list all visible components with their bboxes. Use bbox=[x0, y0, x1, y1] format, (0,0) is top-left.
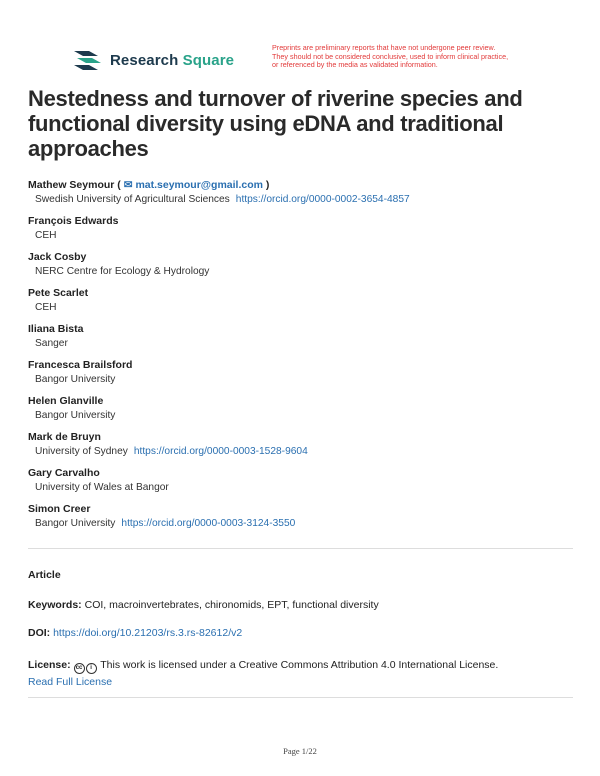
author-name: Simon Creer bbox=[28, 503, 91, 515]
doi bbox=[28, 627, 242, 639]
page-number: Page 1/22 bbox=[283, 746, 317, 756]
author-affiliation: University of Sydney bbox=[35, 446, 128, 457]
keywords-label: Keywords: bbox=[28, 599, 82, 611]
author-affiliation: Bangor University bbox=[35, 410, 116, 421]
author-entry bbox=[28, 250, 578, 286]
notice-line: They should not be considered conclusive, used to inform clinical practice, bbox=[272, 51, 509, 61]
license bbox=[28, 657, 498, 691]
author-entry bbox=[28, 430, 578, 466]
author-affiliation: Swedish University of Agricultural Sciences bbox=[35, 194, 230, 205]
license-text: This work is licensed under a Creative Commons Attribution 4.0 International License. bbox=[100, 659, 499, 671]
author-name: Iliana Bista bbox=[28, 323, 84, 335]
keywords-value: COI, macroinvertebrates, chironomids, EPT, functional diversity bbox=[84, 599, 379, 611]
author-affiliation: Sanger bbox=[35, 338, 68, 349]
author-entry bbox=[28, 502, 578, 538]
author-affiliation: CEH bbox=[35, 302, 57, 313]
license-label: License: bbox=[28, 659, 71, 671]
article-type: Article bbox=[28, 569, 61, 581]
logo-wordmark: Research Square bbox=[110, 51, 235, 69]
author-affiliation: University of Wales at Bangor bbox=[35, 482, 169, 493]
author-affiliation: Bangor University bbox=[35, 518, 116, 529]
research-square-logo[interactable] bbox=[72, 48, 234, 72]
author-name: Gary Carvalho bbox=[28, 467, 100, 479]
author-name: Pete Scarlet bbox=[28, 287, 89, 299]
author-affiliation: Bangor University bbox=[35, 374, 116, 385]
author-name: François Edwards bbox=[28, 215, 119, 227]
keywords bbox=[28, 599, 379, 611]
preprint-notice bbox=[272, 44, 582, 70]
author-entry bbox=[28, 358, 578, 394]
author-entry bbox=[28, 394, 578, 430]
author-name: Mark de Bruyn bbox=[28, 431, 101, 443]
divider bbox=[28, 548, 573, 549]
author-entry bbox=[28, 214, 578, 250]
author-entry bbox=[28, 286, 578, 322]
cc-icon: cc bbox=[74, 663, 85, 674]
read-full-license-link[interactable]: Read Full License bbox=[28, 676, 113, 688]
author-list bbox=[28, 178, 578, 538]
orcid-link[interactable]: https://orcid.org/0000-0003-1528-9604 bbox=[133, 446, 308, 457]
author-entry bbox=[28, 322, 578, 358]
author-affiliation: NERC Centre for Ecology & Hydrology bbox=[35, 266, 210, 277]
author-entry bbox=[28, 466, 578, 502]
orcid-link[interactable]: https://orcid.org/0000-0002-3654-4857 bbox=[235, 194, 410, 205]
paper-title: Nestedness and turnover of riverine species and functional diversity using eDNA and traditional approaches bbox=[28, 86, 523, 161]
author-name: Mathew Seymour bbox=[28, 179, 115, 191]
author-name: Jack Cosby bbox=[28, 251, 87, 263]
orcid-link[interactable]: https://orcid.org/0000-0003-3124-3550 bbox=[121, 518, 296, 529]
doi-link[interactable]: https://doi.org/10.21203/rs.3.rs-82612/v2 bbox=[53, 627, 243, 639]
envelope-icon: ✉ bbox=[123, 179, 133, 191]
author-name: Francesca Brailsford bbox=[28, 359, 133, 371]
author-name: Helen Glanville bbox=[28, 395, 104, 407]
doi-label: DOI: bbox=[28, 627, 51, 639]
page-header bbox=[72, 44, 572, 78]
attribution-icon: i bbox=[86, 663, 97, 674]
author-entry: Mathew Seymour ( ✉ mat.seymour@gmail.com ) Swedish University of Agricultural Sciences https://orcid.org/0000-0002-3654-4857 bbox=[28, 179, 410, 205]
notice-line: Preprints are preliminary reports that have not undergone peer review. bbox=[272, 43, 496, 52]
email-link[interactable]: ✉ mat.seymour@gmail.com bbox=[123, 179, 263, 191]
research-square-logo-icon bbox=[72, 48, 104, 72]
divider bbox=[28, 697, 573, 698]
author-affiliation: CEH bbox=[35, 230, 57, 241]
notice-line: or referenced by the media as validated information. bbox=[272, 60, 438, 70]
